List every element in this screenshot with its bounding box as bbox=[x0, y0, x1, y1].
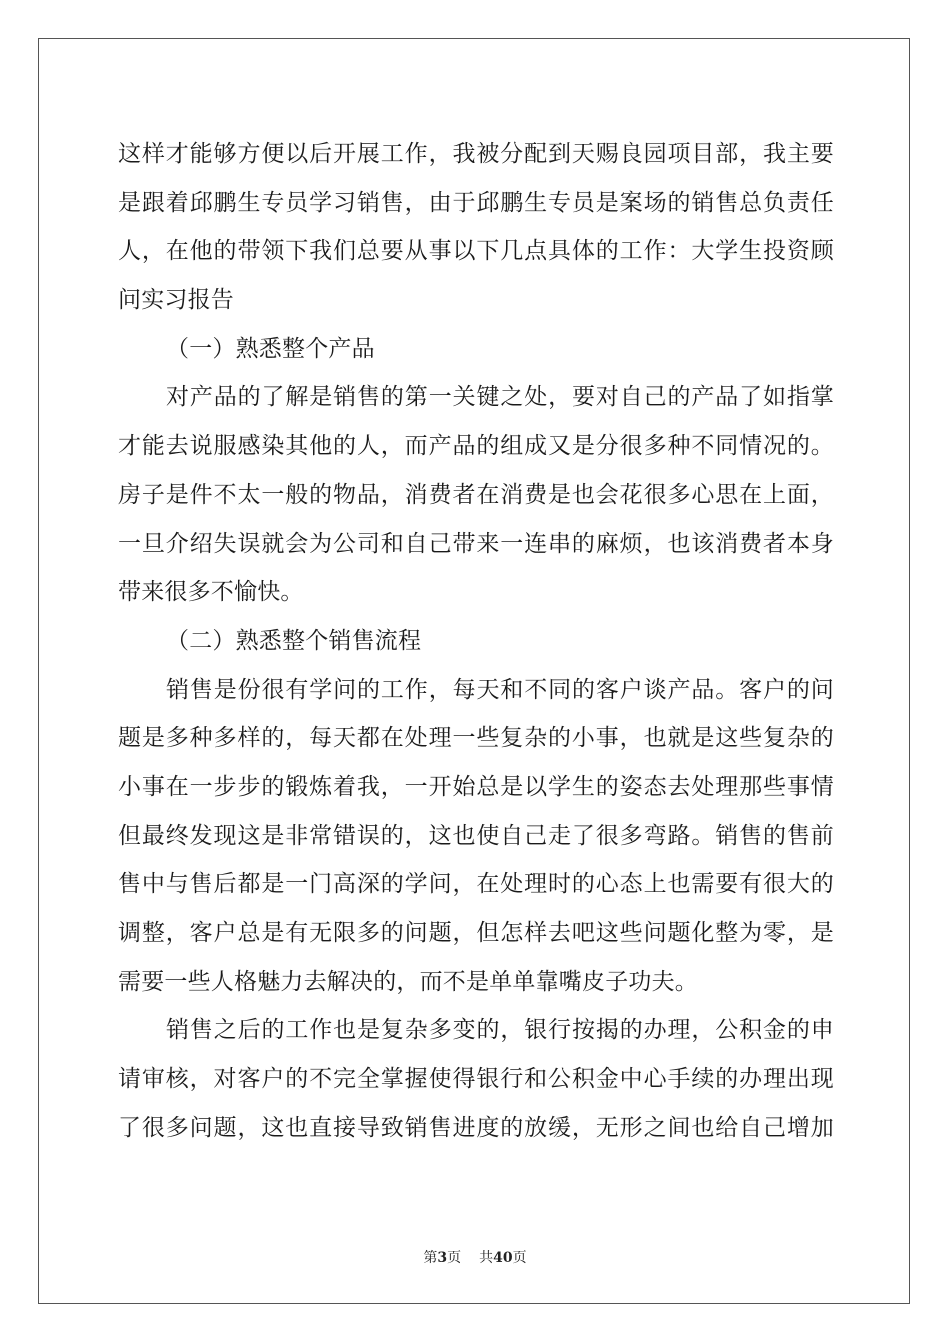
text-line: 销售之后的工作也是复杂多变的，银行按揭的办理，公积金的申 bbox=[166, 1017, 834, 1044]
text-line: 销售是份很有学问的工作，每天和不同的客户谈产品。客户的问 bbox=[166, 676, 834, 703]
page-suffix: 页 bbox=[447, 1250, 462, 1266]
text-line: 但最终发现这是非常错误的，这也使自己走了很多弯路。销售的售前 bbox=[118, 822, 834, 849]
text-line: 房子是件不太一般的物品，消费者在消费是也会花很多心思在上面， bbox=[118, 481, 834, 508]
text-line: 题是多种多样的，每天都在处理一些复杂的小事，也就是这些复杂的 bbox=[118, 725, 834, 752]
text-line: 问实习报告 bbox=[118, 287, 234, 314]
total-pages: 40 bbox=[493, 1250, 513, 1266]
text-line: 需要一些人格魅力去解决的，而不是单单靠嘴皮子功夫。 bbox=[118, 968, 698, 995]
page-footer bbox=[0, 1247, 950, 1267]
text-line: 调整，客户总是有无限多的问题，但怎样去吧这些问题化整为零，是 bbox=[118, 920, 834, 946]
text-line: 才能去说服感染其他的人，而产品的组成又是分很多种不同情况的。 bbox=[118, 433, 834, 460]
section-heading: （二）熟悉整个销售流程 bbox=[166, 627, 422, 654]
text-line: 请审核，对客户的不完全掌握使得银行和公积金中心手续的办理出现 bbox=[118, 1066, 834, 1093]
text-line: 售中与售后都是一门高深的学问，在处理时的心态上也需要有很大的 bbox=[118, 871, 834, 898]
text-line: 带来很多不愉快。 bbox=[118, 579, 304, 606]
text-line: 是跟着邱鹏生专员学习销售，由于邱鹏生专员是案场的销售总负责任 bbox=[118, 189, 834, 216]
text-line: 人，在他的带领下我们总要从事以下几点具体的工作：大学生投资顾 bbox=[118, 238, 834, 265]
text-line: 小事在一步步的锻炼着我，一开始总是以学生的姿态去处理那些事情 bbox=[118, 773, 834, 800]
page-prefix: 第 bbox=[423, 1250, 438, 1266]
total-prefix: 共 bbox=[479, 1250, 494, 1266]
section-heading: （一）熟悉整个产品 bbox=[166, 335, 375, 362]
total-suffix: 页 bbox=[512, 1250, 527, 1266]
document-body bbox=[118, 130, 834, 1152]
text-line: 这样才能够方便以后开展工作，我被分配到天赐良园项目部，我主要 bbox=[118, 141, 834, 167]
text-line: 了很多问题，这也直接导致销售进度的放缓，无形之间也给自己增加 bbox=[118, 1114, 834, 1141]
text-line: 对产品的了解是销售的第一关键之处，要对自己的产品了如指掌 bbox=[166, 384, 834, 411]
text-line: 一旦介绍失误就会为公司和自己带来一连串的麻烦，也该消费者本身 bbox=[118, 530, 834, 557]
page-number: 3 bbox=[437, 1250, 448, 1266]
